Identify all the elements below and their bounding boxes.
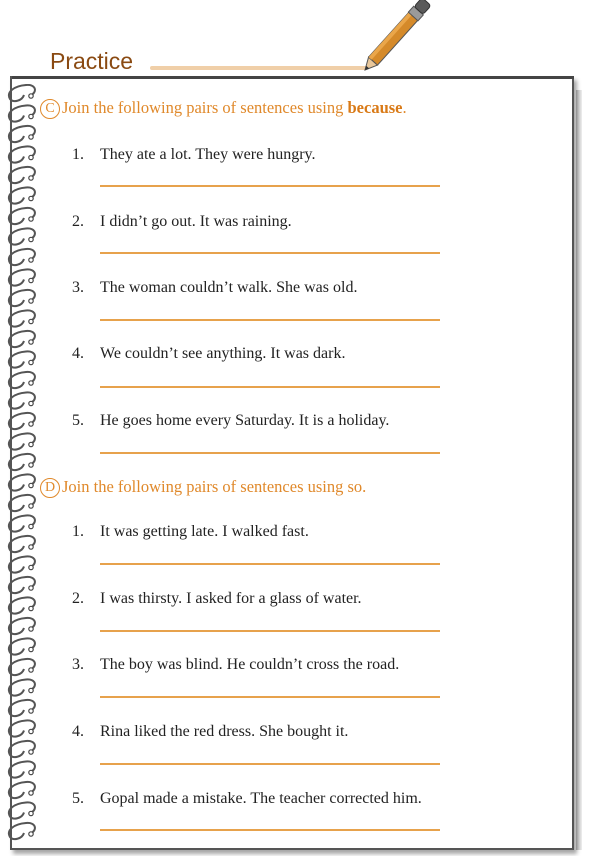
- item-number: 4.: [72, 345, 84, 362]
- spiral-ring: [9, 679, 35, 695]
- spiral-ring: [9, 618, 35, 634]
- spiral-binding-icon: [0, 84, 40, 844]
- item-text: Rina liked the red dress. She bought it.: [100, 723, 349, 740]
- answer-line[interactable]: [100, 829, 440, 831]
- exercise-item: [72, 790, 422, 808]
- keyword: because: [347, 98, 403, 117]
- exercise-item: [72, 146, 315, 164]
- item-text: I was thirsty. I asked for a glass of water.: [100, 590, 362, 607]
- spiral-ring: [9, 208, 35, 224]
- spiral-ring: [9, 823, 35, 839]
- spiral-ring: [9, 536, 35, 552]
- exercise-item: [72, 723, 348, 741]
- spiral-ring: [9, 556, 35, 572]
- spiral-ring: [9, 495, 35, 511]
- instruction-text: Join the following pairs of sentences using so.: [62, 477, 367, 496]
- spiral-ring: [9, 310, 35, 326]
- section-d-instruction: [40, 477, 366, 498]
- spiral-ring: [9, 85, 35, 101]
- exercise-item: [72, 345, 345, 363]
- spiral-ring: [9, 782, 35, 798]
- section-letter-badge: D: [40, 478, 60, 498]
- spiral-ring: [9, 659, 35, 675]
- item-text: The woman couldn’t walk. She was old.: [100, 279, 358, 296]
- answer-line[interactable]: [100, 185, 440, 187]
- spiral-ring: [9, 372, 35, 388]
- answer-line[interactable]: [100, 563, 440, 565]
- spiral-ring: [9, 105, 35, 121]
- item-text: The boy was blind. He couldn’t cross the road.: [100, 656, 400, 673]
- spiral-ring: [9, 515, 35, 531]
- exercise-item: [72, 213, 292, 231]
- exercise-item: [72, 590, 362, 608]
- item-text: Gopal made a mistake. The teacher corrected him.: [100, 790, 422, 807]
- spiral-ring: [9, 597, 35, 613]
- item-number: 5.: [72, 412, 84, 429]
- spiral-ring: [9, 454, 35, 470]
- title-underline: [150, 66, 368, 70]
- spiral-ring: [9, 249, 35, 265]
- section-c-instruction: [40, 98, 407, 119]
- sheet-shadow: [576, 90, 582, 850]
- item-text: We couldn’t see anything. It was dark.: [100, 345, 346, 362]
- answer-line[interactable]: [100, 630, 440, 632]
- item-number: 1.: [72, 146, 84, 163]
- item-number: 5.: [72, 790, 84, 807]
- answer-line[interactable]: [100, 763, 440, 765]
- spiral-ring: [9, 331, 35, 347]
- answer-line[interactable]: [100, 386, 440, 388]
- exercise-item: [72, 412, 389, 430]
- item-text: It was getting late. I walked fast.: [100, 523, 309, 540]
- item-number: 1.: [72, 523, 84, 540]
- item-text: He goes home every Saturday. It is a holiday.: [100, 412, 390, 429]
- spiral-ring: [9, 802, 35, 818]
- exercise-item: [72, 523, 309, 541]
- spiral-ring: [9, 187, 35, 203]
- spiral-ring: [9, 433, 35, 449]
- spiral-ring: [9, 167, 35, 183]
- answer-line[interactable]: [100, 319, 440, 321]
- spiral-ring: [9, 392, 35, 408]
- item-number: 3.: [72, 279, 84, 296]
- spiral-ring: [9, 720, 35, 736]
- item-text: They ate a lot. They were hungry.: [100, 146, 316, 163]
- item-text: I didn’t go out. It was raining.: [100, 213, 292, 230]
- sheet-top-edge: [12, 76, 574, 79]
- spiral-ring: [9, 351, 35, 367]
- instruction-text: Join the following pairs of sentences using: [62, 98, 348, 117]
- spiral-ring: [9, 146, 35, 162]
- spiral-ring: [9, 638, 35, 654]
- exercise-item: [72, 656, 399, 674]
- spiral-ring: [9, 269, 35, 285]
- exercise-item: [72, 279, 357, 297]
- item-number: 2.: [72, 213, 84, 230]
- section-letter-badge: C: [40, 99, 60, 119]
- item-number: 2.: [72, 590, 84, 607]
- spiral-ring: [9, 761, 35, 777]
- spiral-ring: [9, 228, 35, 244]
- instruction-end: .: [402, 98, 407, 117]
- spiral-ring: [9, 577, 35, 593]
- page-title: Practice: [50, 48, 134, 74]
- spiral-ring: [9, 741, 35, 757]
- spiral-ring: [9, 290, 35, 306]
- answer-line[interactable]: [100, 252, 440, 254]
- pencil-icon: [355, 0, 435, 80]
- answer-line[interactable]: [100, 452, 440, 454]
- spiral-ring: [9, 474, 35, 490]
- spiral-ring: [9, 413, 35, 429]
- item-number: 4.: [72, 723, 84, 740]
- answer-line[interactable]: [100, 696, 440, 698]
- spiral-ring: [9, 126, 35, 142]
- spiral-ring: [9, 700, 35, 716]
- item-number: 3.: [72, 656, 84, 673]
